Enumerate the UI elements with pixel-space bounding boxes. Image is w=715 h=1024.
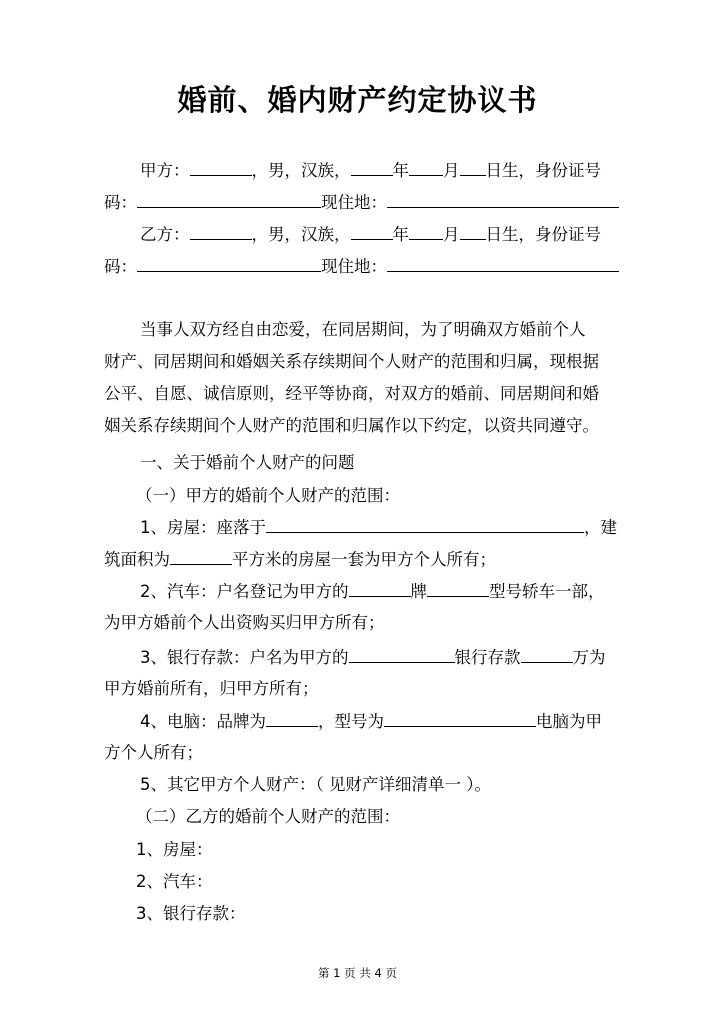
page-footer: 第 1 页 共 4 页: [318, 966, 397, 980]
document-title: 婚前、婚内财产约定协议书: [177, 83, 538, 117]
a-pc-model-blank[interactable]: [384, 709, 536, 727]
party-b-name-blank[interactable]: [190, 222, 252, 240]
intro-line-1: 当事人双方经自由恋爱，在同居期间，为了明确双方婚前个人: [140, 320, 586, 339]
a-car-line-1: 2、汽车：户名登记为甲方的 牌 型号轿车一部，: [140, 579, 624, 604]
a-pc-line-2: 方个人所有；: [104, 743, 203, 762]
party-b-line-2: 码： 现住地：: [104, 254, 624, 279]
a-other-line: 5、其它甲方个人财产：（ 见财产详细清单一 ）。: [140, 775, 491, 794]
a-bank-name-blank[interactable]: [349, 645, 455, 663]
a-house-line-1: 1、房屋：座落于 ，建: [140, 515, 624, 540]
subsection-a-heading: （一）甲方的婚前个人财产的范围：: [136, 486, 400, 505]
party-a-line-1: 甲方： ，男，汉族， 年 月 日生，身份证号: [140, 158, 624, 183]
section-1-heading: 一、关于婚前个人财产的问题: [140, 453, 355, 472]
party-b-month-blank[interactable]: [409, 222, 443, 240]
party-a-month-blank[interactable]: [409, 158, 443, 176]
party-a-id-blank[interactable]: [137, 190, 321, 208]
party-b-day-blank[interactable]: [460, 222, 486, 240]
intro-line-4: 姻关系存续期间个人财产的范围和归属作以下约定，以资共同遵守。: [104, 416, 599, 435]
a-car-model-blank[interactable]: [427, 579, 489, 597]
a-car-brand-blank[interactable]: [349, 579, 411, 597]
a-house-area-blank[interactable]: [170, 547, 232, 565]
a-bank-amount-blank[interactable]: [521, 645, 573, 663]
a-pc-line-1: 4、电脑：品牌为 ，型号为 电脑为甲: [140, 709, 624, 734]
party-a-name-blank[interactable]: [190, 158, 252, 176]
intro-line-2: 财产、同居期间和婚姻关系存续期间个人财产的范围和归属，现根据: [104, 352, 599, 371]
a-pc-brand-blank[interactable]: [266, 709, 318, 727]
b-car-line: 2、汽车：: [136, 872, 213, 891]
intro-line-3: 公平、自愿、诚信原则，经平等协商，对双方的婚前、同居期间和婚: [104, 384, 599, 403]
b-bank-line: 3、银行存款：: [136, 904, 246, 923]
b-house-line: 1、房屋：: [136, 840, 213, 859]
party-b-line-1: 乙方： ，男，汉族， 年 月 日生，身份证号: [140, 222, 624, 247]
a-car-line-2: 为甲方婚前个人出资购买归甲方所有；: [104, 613, 385, 632]
subsection-b-heading: （二）乙方的婚前个人财产的范围：: [136, 807, 400, 826]
a-house-line-2: 筑面积为 平方米的房屋一套为甲方个人所有；: [104, 547, 624, 572]
party-a-year-blank[interactable]: [351, 158, 393, 176]
party-b-address-blank[interactable]: [387, 254, 619, 272]
party-a-line-2: 码： 现住地：: [104, 190, 624, 215]
a-house-location-blank[interactable]: [266, 515, 584, 533]
party-a-address-blank[interactable]: [387, 190, 619, 208]
party-b-id-blank[interactable]: [137, 254, 321, 272]
party-a-day-blank[interactable]: [460, 158, 486, 176]
party-b-year-blank[interactable]: [351, 222, 393, 240]
a-bank-line-2: 甲方婚前所有，归甲方所有；: [104, 679, 319, 698]
a-bank-line-1: 3、银行存款：户名为甲方的 银行存款 万为: [140, 645, 624, 670]
